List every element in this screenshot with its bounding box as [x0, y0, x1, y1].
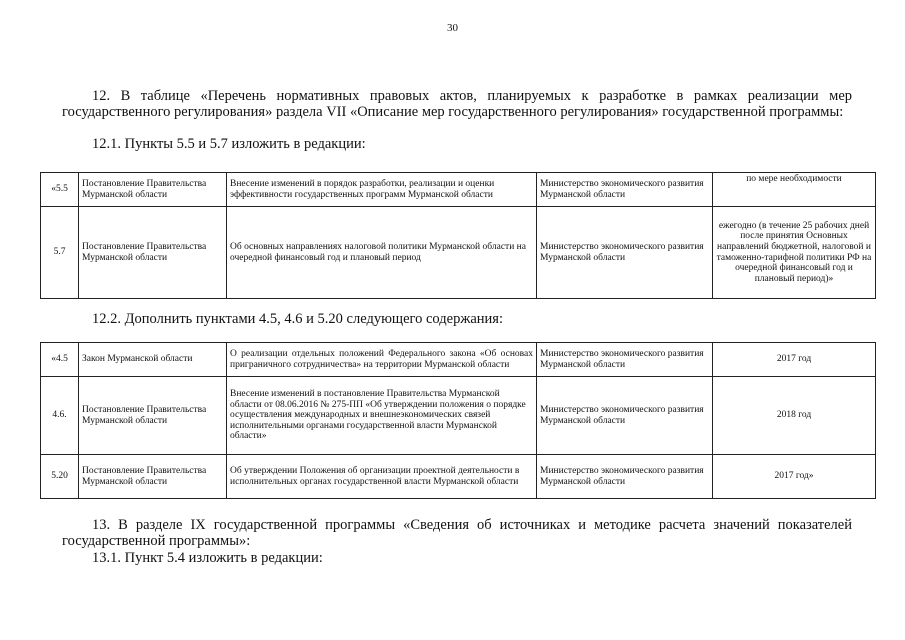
act-term: 2018 год — [713, 377, 876, 455]
table-row — [41, 207, 876, 299]
section-12-1-heading: 12.1. Пункты 5.5 и 5.7 изложить в редакции: — [92, 136, 366, 152]
act-content: О реализации отдельных положений Федерального закона «Об основах приграничного сотрудничества» на территории Мурманской области — [227, 343, 537, 377]
act-content: Об утверждении Положения об организации проектной деятельности в исполнительных органах государственной власти Мурманской области — [227, 455, 537, 499]
section-13-paragraph: 13. В разделе IX государственной программы «Сведения об источниках и методике расчета значений показателей государственной программы»: — [62, 517, 852, 549]
page-number: 30 — [447, 22, 458, 34]
act-type: Постановление Правительства Мурманской области — [79, 455, 227, 499]
row-number: 5.7 — [41, 207, 79, 299]
act-type: Постановление Правительства Мурманской области — [79, 207, 227, 299]
act-type: Постановление Правительства Мурманской области — [79, 377, 227, 455]
act-type: Закон Мурманской области — [79, 343, 227, 377]
section-12-2-heading: 12.2. Дополнить пунктами 4.5, 4.6 и 5.20 следующего содержания: — [92, 311, 503, 327]
act-term: ежегодно (в течение 25 рабочих дней после принятия Основных направлений бюджетной, налоговой и таможенно-тарифной политики РФ на очередной финансовый год и плановый период)» — [713, 207, 876, 299]
act-term: 2017 год — [713, 343, 876, 377]
act-type: Постановление Правительства Мурманской области — [79, 173, 227, 207]
act-term: 2017 год» — [713, 455, 876, 499]
act-executor: Министерство экономического развития Мурманской области — [537, 173, 713, 207]
acts-table-1 — [40, 172, 876, 299]
act-content: Об основных направлениях налоговой политики Мурманской области на очередной финансовый год и плановый период — [227, 207, 537, 299]
act-term: по мере необходимости — [713, 173, 876, 207]
act-executor: Министерство экономического развития Мурманской области — [537, 343, 713, 377]
table-row — [41, 377, 876, 455]
table-row — [41, 455, 876, 499]
act-content: Внесение изменений в постановление Правительства Мурманской области от 08.06.2016 № 275-ПП «Об утверждении положения о порядке осуществления международных и внешнеэкономических связей исполнительными органами государственной власти Мурманской области» — [227, 377, 537, 455]
act-content: Внесение изменений в порядок разработки, реализации и оценки эффективности государственных программ Мурманской области — [227, 173, 537, 207]
table-row — [41, 343, 876, 377]
act-executor: Министерство экономического развития Мурманской области — [537, 207, 713, 299]
acts-table-2 — [40, 342, 876, 499]
section-13-1-heading: 13.1. Пункт 5.4 изложить в редакции: — [92, 550, 323, 566]
row-number: «4.5 — [41, 343, 79, 377]
row-number: 5.20 — [41, 455, 79, 499]
table-row — [41, 173, 876, 207]
row-number: 4.6. — [41, 377, 79, 455]
section-12-paragraph: 12. В таблице «Перечень нормативных правовых актов, планируемых к разработке в рамках реализации мер государственного регулирования» раздела VII «Описание мер государственного регулирования» государственной программы: — [62, 88, 852, 120]
act-executor: Министерство экономического развития Мурманской области — [537, 455, 713, 499]
act-executor: Министерство экономического развития Мурманской области — [537, 377, 713, 455]
row-number: «5.5 — [41, 173, 79, 207]
